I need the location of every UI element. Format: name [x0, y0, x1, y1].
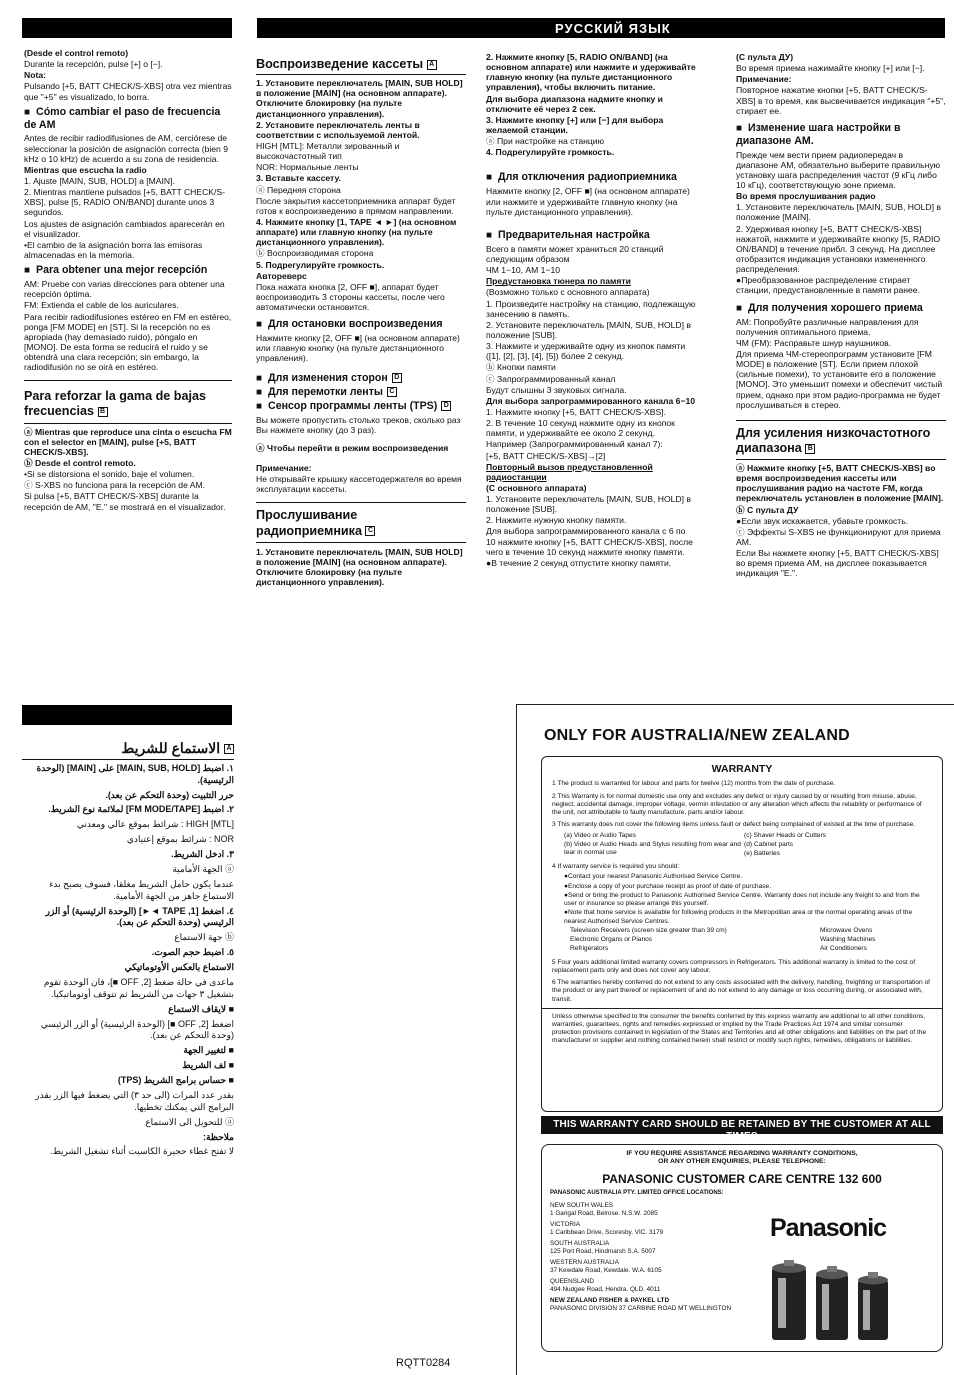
am-step-title: ■ Изменение шага настройки в диапазоне АМ.	[736, 122, 946, 148]
warranty-clause-5: 5 Four years additional limited warranty covers compressors in Refrigerators. This additional warranty is limited to the cost of replacement parts only and does not cover any labour.	[552, 958, 916, 974]
document-code: RQTT0284	[396, 1357, 451, 1369]
text-line: (Возможно только с основного аппарата)	[486, 287, 650, 298]
spanish-bass-title: Para reforzar la gama de bajas frecuencias B	[24, 389, 207, 419]
spanish-header-bar	[22, 18, 232, 38]
text-line: Для выбора диапазона надмите кнопку и отключите её через 2 сек.	[486, 93, 663, 114]
remote-tuning-text	[736, 52, 946, 116]
text-line: ٢. اضبط [FM MODE/TAPE] لملائمة نوع الشريط.	[48, 804, 234, 815]
excluded-item: (c) Shaver Heads or Cutters	[744, 831, 827, 839]
text-line: 1. Нажмите кнопку [+5, BATT CHECK/S-XBS].	[486, 406, 667, 417]
text-line: ماعدى في حالة ضغط [2, OFF ■]، فان الوحدة تقوم بتشغيل ٣ جهات من الشريط ثم تتوقف أوتوماتيكيا.	[43, 976, 234, 999]
home-service-products	[570, 927, 932, 955]
home-service-item: Microwave Ovens	[820, 926, 873, 934]
warranty-clause-2: 2 This Warranty is for normal domestic use only and excludes any defect or injury caused by or resulting from misuse, abuse, neglect, accidental damage, improper voltage, vermin infestation or any alteration which affects the reliability or performance of the unit, not attributable to faulty manufacture, parts and/or labour.	[552, 792, 922, 817]
note-title: Примечание:	[256, 463, 312, 474]
office-state: WESTERN AUSTRALIA	[550, 1259, 619, 1267]
text-line: Para recibir radiodifusiones estéreo en FM en estéreo, ponga [FM MODE] en [ST]. Si la recepción no es apropiada (hay demasiado ruido), póngalo en [MONO]. De esta forma se reducirá el ruido y se obtendrá una clara recepción; sin embargo, la radiodifusión no se oirá en estéreo.	[24, 311, 232, 373]
nz-title: NEW ZEALAND FISHER & PAYKEL LTD	[550, 1297, 670, 1305]
tape-function-titles	[256, 372, 466, 413]
text-line: ■ Para obtener una mejor recepción	[24, 264, 232, 277]
arabic-header-bar	[22, 705, 232, 725]
warranty-clause-6: 6 The warranties hereby conferred do not extend to any costs associated with the delivery, handling, freighting or transportation of the product or any part thereof or replacement of and do not extend to any damage or loss occurring during, or associated with, transit.	[552, 979, 931, 1003]
text-line: 3. Нажмите кнопку [+] или [−] для выбора желаемой станции.	[486, 114, 664, 135]
text-line: Durante la recepción, pulse [+] o [−].	[24, 59, 163, 70]
text-line: ■ حساس برامج الشريط (TPS)	[117, 1075, 234, 1086]
radio-step-1: 1. Установите переключатель [MAIN, SUB HOLD] в положение [MAIN] (на основном аппарате). Отключите блокировку (на пульте дистанционного управления).	[256, 546, 463, 588]
section-icon: D	[441, 401, 451, 411]
text-line: Повторный вызов предустановленной радиостанции	[486, 461, 653, 482]
text-line: Во время прослушивания радио	[736, 191, 876, 202]
arabic-column	[22, 735, 234, 1255]
text-line: Для выбора запрограммированного канала с 6 по 10 нажмите кнопку [+5, BATT CHECK/S-XBS], после чего в течение 10 секунд нажмите кнопку памяти.	[486, 526, 693, 557]
section-b-icon: B	[98, 407, 108, 417]
home-service-item: Television Receivers (screen size greater than 39 cm)	[570, 926, 727, 934]
home-service-item: Washing Machines	[820, 936, 876, 944]
office-address: 1 Caribbean Drive, Scoresby. VIC. 3179	[550, 1229, 664, 1237]
tape-function-title	[256, 372, 466, 385]
radio-off-title: ■ Для отключения радиоприемника	[486, 171, 696, 184]
arabic-instructions	[22, 763, 234, 1159]
excluded-item: (d) Cabinet parts	[744, 840, 794, 848]
text-line: ⓐ للتحويل الى الاستماع	[145, 1116, 234, 1127]
nz-address: PANASONIC DIVISION 37 CARBINE ROAD MT WELLINGTON	[550, 1304, 732, 1312]
service-bullet: ●Enclose a copy of your purchase receipt as proof of date of purchase.	[564, 882, 772, 890]
battery-icon	[858, 1272, 888, 1340]
text-line: ٤. اضغط [1, TAPE ◄►] (الوحدة الرئيسية) أو الزر الرئيسي (وحدة التحكم عن بعد).	[45, 905, 234, 928]
text-line: عندما يكون حامل الشريط مغلقا، فسوف يصبح بدء الاستماع جاهز من الجهة الأمامية.	[49, 878, 234, 901]
good-reception-instructions	[736, 317, 946, 410]
retain-card-text: THIS WARRANTY CARD SHOULD BE RETAINED BY THE CUSTOMER AT ALL TIMES	[553, 1119, 931, 1142]
text-line: Например (Запрограммированный канал 7):	[486, 439, 663, 450]
assist-line-1: IF YOU REQUIRE ASSISTANCE REGARDING WARRANTY CONDITIONS,	[626, 1150, 858, 1157]
am-step-instructions	[736, 150, 946, 296]
text-line: (С основного аппарата)	[486, 482, 587, 493]
text-line: Nota:	[24, 70, 46, 81]
service-bullet: ●Note that home service is available for following products in the Metropolitan area or the normal operating areas of the nearest Authorised Service Centres.	[564, 909, 913, 925]
assist-line-2: OR ANY OTHER ENQUIRIES, PLEASE TELEPHONE:	[658, 1158, 826, 1166]
office-address: 494 Nudgee Road, Hendra. QLD. 4011	[550, 1286, 661, 1294]
tape-function-title	[256, 386, 466, 399]
text-line: 1. Установите переключатель [MAIN, SUB, HOLD] в положение [SUB].	[486, 494, 691, 515]
text-line: (Desde el control remoto)	[24, 48, 129, 58]
excluded-item: (b) Video or Audio Heads and Stylus resulting from wear and tear in normal use	[564, 840, 741, 857]
stop-playback-title: ■ Для остановки воспроизведения	[256, 318, 466, 331]
text-line: 5. Подрегулируйте громкость.	[256, 259, 385, 270]
text-line: ■ لايقاف الاستماع	[168, 1003, 234, 1014]
tps-text: Вы можете пропустить столько треков, сколько раз Вы нажмете кнопку (до 3 раз).	[256, 414, 461, 435]
excluded-item: (a) Video or Audio Tapes	[564, 831, 636, 839]
note-text: Не открывайте крышку кассетодержателя во время эксплуатации кассеты.	[256, 474, 462, 495]
text-line: NOR : شرائط بموقع إعتيادي	[126, 834, 234, 845]
tape-function-label: Для изменения сторон	[268, 371, 388, 384]
service-bullet: ●Contact your nearest Panasonic Authorised Service Centre.	[564, 873, 743, 881]
text-line: Los ajustes de asignación cambiados aparecerán en el visualizador.	[24, 218, 225, 239]
office-address: 1 Garigal Road, Belrose. N.S.W. 2085	[550, 1210, 658, 1218]
text-line: Прежде чем вести прием радиопередач в диапазоне АМ, обязательно выберите правильную установку шага распределения частот (9 кГц либо 10 кГц), соответствующую зоне приема.	[736, 149, 941, 190]
text-line: ٣. ادخل الشريط.	[170, 849, 234, 860]
text-line: После закрытия кассетоприемника аппарат будет готов к воспроизведению в прямом направлении.	[256, 195, 456, 216]
text-line: (С пульта ДУ)	[736, 52, 794, 62]
text-line: AM: Pruebe con varias direcciones para obtener una recepción óptima.	[24, 279, 225, 300]
text-line: NOR: Нормальные ленты	[256, 162, 359, 173]
text-line: 2. Удерживая кнопку [+5, BATT CHECK/S-XBS] нажатой, нажмите и удерживайте кнопку [5, RADIO ON/BAND] в течение прибл. 3 секунд. На дисплее отобразится индикация установки измененного распределения.	[736, 223, 941, 275]
text-line: ⓒ Эффекты S-XBS не функционируют для приема АМ.	[736, 526, 941, 547]
text-line: Примечание:	[736, 74, 792, 85]
spanish-bass-instructions	[24, 423, 232, 512]
text-line: ⓑ Кнопки памяти	[486, 362, 556, 373]
cassette-playback-steps	[256, 78, 466, 312]
text-line: Для выбора запрограммированного канала 6−10	[486, 395, 696, 406]
text-line: 3. Нажмите и удерживайте одну из кнопок памяти ([1], [2], [3], [4], [5]) более 2 секунд.	[486, 341, 686, 362]
text-line: 1. Произведите настройку на станцию, подлежащую занесению в память.	[486, 298, 696, 319]
preset-instructions	[486, 244, 696, 568]
warranty-final-text: Unless otherwise specified to the consumer the benefits conferred by this express warranty are additional to all other conditions, warranties, guarantees, rights and remedies expressed or implied by the Trade Practices Act 1974 and similar consumer protection provisions contained in legislation of the States and Territories and all other obligations and liabilities on the part of the manufacturer or supplier and nothing contained herein shall restrict or modify such rights, remedies, obligations or liabilities.	[552, 1012, 927, 1045]
text-line: اضغط [2, OFF ■] (الوحدة الرئيسية) أو الزر الرئيسي (وحدة التحكم عن بعد).	[40, 1018, 234, 1041]
text-line: Во время приема нажимайте кнопку [+] или [−].	[736, 63, 925, 74]
office-state: SOUTH AUSTRALIA	[550, 1240, 610, 1248]
text-line: Antes de recibir radiodifusiones de AM, cerciórese de seleccionar la posición de asignación correcta (bien 9 kHz o 10 kHz) de acuerdo a su zona de residencia.	[24, 133, 228, 164]
text-line: 4. Нажмите кнопку [1, TAPE ◄ ►] (на основном аппарате) или главную кнопку (на пульте дистанционного управления).	[256, 216, 457, 248]
home-service-item: Air Conditioners	[820, 945, 867, 953]
service-bullet: ●Send or bring the product to Panasonic Authorised Service Centre. Warranty does not include any freight to and from the user or insurance so please arrange this yourself.	[564, 891, 920, 908]
section-icon: C	[387, 387, 397, 397]
russian-column-2	[486, 52, 696, 652]
text-line: ١. اضبط [MAIN, SUB, HOLD] على [MAIN] (الوحدة الرئيسية).	[36, 762, 234, 785]
tape-function-label: Сенсор программы ленты (TPS)	[268, 399, 438, 412]
excluded-item: (e) Batteries	[744, 850, 780, 858]
customer-care-centre: PANASONIC CUSTOMER CARE CENTRE 132 600	[602, 1172, 882, 1187]
text-line: ⓑ Desde el control remoto.	[24, 458, 136, 468]
tape-function-title	[256, 400, 466, 413]
office-state: NEW SOUTH WALES	[550, 1202, 613, 1210]
locations-title: PANASONIC AUSTRALIA PTY. LIMITED OFFICE LOCATIONS:	[550, 1190, 724, 1197]
text-line: ⓐ При настройке на станцию	[486, 136, 605, 147]
russian-column-1	[256, 52, 466, 662]
text-line: 2. Нажмите кнопку [5, RADIO ON/BAND] (на основном аппарате) или нажмите и удерживайте главную кнопку (на пульте дистанционного управления), чтобы включить питание.	[486, 52, 696, 93]
text-line: 4. Подрегулируйте громкость.	[486, 147, 615, 158]
text-line: ■ لتغيير الجهة	[183, 1045, 234, 1056]
text-line: HIGH [MTL] : شرائط بموقع عالي ومعدني	[76, 819, 234, 830]
warranty-box	[541, 756, 943, 1112]
section-icon: D	[392, 373, 402, 383]
text-line: Будут слышны 3 звуковых сигнала.	[486, 384, 627, 395]
text-line: حرر التثبيت (وحدة التحكم عن بعد).	[105, 789, 234, 800]
text-line: Предустановка тюнера по памяти	[486, 276, 631, 287]
office-address: 125 Port Road, Hindmarsh S.A. 5007	[550, 1248, 656, 1256]
text-line: ⓑ جهة الاستماع	[174, 932, 234, 943]
text-line: ⓑ С пульта ДУ	[736, 504, 799, 515]
text-line: [+5, BATT CHECK/S-XBS]→[2]	[486, 450, 606, 461]
home-service-item: Electronic Organs or Pianos	[570, 936, 653, 944]
text-line: Mientras que escucha la radio	[24, 164, 147, 175]
text-line: Всего в памяти может храниться 20 станций следующим образом	[486, 243, 664, 264]
text-line: •Si se distorsiona el sonido, baje el volumen.	[24, 469, 195, 480]
text-line: ⓐ Нажмите кнопку [+5, BATT CHECK/S-XBS] во время воспроизведения кассеты или прослушивания радио на частоте FM, когда переключатель установлен в положение [MAIN].	[736, 463, 944, 504]
text-line: HIGH [MTL]: Металли зированный и высокочастотный тип	[256, 140, 400, 162]
text-line: 2. Установите переключатель [MAIN, SUB, HOLD] в положение [SUB].	[486, 319, 691, 340]
section-a-icon: A	[427, 60, 437, 70]
text-line: ⓐ Mientras que reproduce una cinta o escucha FM con el selector en [MAIN], pulse [+5, BATT CHECK/S-XBS].	[24, 426, 232, 457]
text-line: 1. Установите переключатель [MAIN, SUB HOLD] в положение [MAIN] (на основном аппарате). Отключите блокировку (на пульте дистанционного управления).	[256, 78, 463, 119]
text-line: Si pulsa [+5, BATT CHECK/S-XBS] durante la recepción de AM, "E." se mostrará en el visualizador.	[24, 491, 226, 512]
home-service-item: Refrigerators	[570, 945, 609, 953]
radio-listening-title: Прослушивание радиоприемника C	[256, 508, 466, 538]
text-line: 1. Установите переключатель [MAIN, SUB, HOLD] в положение [MAIN].	[736, 202, 941, 223]
radio-steps	[486, 52, 696, 157]
bass-boost-title: Для усиления низкочастотного диапазона B	[736, 425, 931, 455]
warranty-clause-3: 3 This warranty does not cover the following items unless fault or defect being complained of existed at the time of purchase.	[552, 821, 916, 829]
text-line: ●Преобразованное распределение стирает станции, предустановленные в памяти ранее.	[736, 275, 920, 296]
text-line: ⓒ S-XBS no funciona para la recepción de AM.	[24, 480, 206, 491]
text-line: ЧМ (FM): Расправьте шнур наушников.	[736, 337, 892, 348]
section-c-icon: C	[365, 526, 375, 536]
text-line: Пока нажата кнопка [2, OFF ■], аппарат будет воспроизводить 3 стороны кассеты, после чего автоматически остановится.	[256, 281, 445, 313]
spanish-column	[24, 48, 232, 548]
battery-icon	[816, 1266, 848, 1340]
section-b-icon: B	[805, 444, 815, 454]
text-line: لا تفتح غطاء حجيرة الكاسيت أثناء تشغيل الشريط.	[50, 1146, 234, 1157]
text-line: ٥. اضبط حجم الصوت.	[151, 947, 234, 958]
text-line: 2. Установите переключатель ленты в соответствии с используемой лентой.	[256, 119, 420, 140]
text-line: الاستماع بالعكس الأوتوماتيكي	[124, 962, 234, 973]
text-line: ⓐ الجهة الأمامية	[172, 863, 234, 874]
text-line: ЧМ 1−10, АМ 1−10	[486, 265, 561, 276]
text-line: ⓑ Воспроизводимая сторона	[256, 248, 374, 259]
cassette-playback-title: Воспроизведение кассеты A	[256, 57, 466, 75]
text-line: ■ لف الشريط	[182, 1060, 234, 1071]
tps-note-a: ⓐ Чтобы перейти в режим воспроизведения	[256, 442, 449, 453]
warranty-title: WARRANTY	[711, 763, 773, 775]
text-line: ■ Cómo cambiar el paso de frecuencia de AM	[24, 106, 232, 132]
text-line: ●Если звук искажается, убавьте громкость.	[736, 515, 909, 526]
office-state: QUEENSLAND	[550, 1278, 595, 1286]
text-line: 2. В течение 10 секунд нажмите одну из кнопок памяти, и удерживайте ее около 2 секунд.	[486, 418, 675, 439]
text-line: 2. Mientras mantiene pulsados [+5, BATT CHECK/S-XBS], pulse [5, RADIO ON/BAND] durante unos 3 segundos.	[24, 187, 226, 218]
text-line: ملاحظة:	[203, 1131, 234, 1142]
panasonic-logo: Panasonic	[770, 1214, 887, 1242]
good-reception-title: ■ Для получения хорошего приема	[736, 302, 946, 315]
text-line: ●В течение 2 секунд отпустите кнопку памяти.	[486, 557, 672, 568]
text-line: Для приема ЧМ-стереопрограмм установите [FM MODE] в положение [ST]. Если прием плохой (сильные помехи), то установите его в положение [MONO]. Это уменьшит помехи и обеспечит чистый прием, однако при этом радио-программа не будет прослушиваться в стерео.	[736, 348, 943, 410]
text-line: ⓒ Запрограммированный канал	[486, 373, 616, 384]
office-address: 37 Kewdale Road, Kewdale. W.A. 6105	[550, 1267, 662, 1275]
text-line: 3. Вставьте кассету.	[256, 173, 341, 184]
bass-boost-instructions	[736, 459, 946, 579]
russian-header-label: РУССКИЙ ЯЗЫК	[555, 21, 671, 36]
tape-function-label: Для перемотки ленты	[268, 385, 383, 398]
warranty-clause-1: 1 The product is warranted for labour and parts for twelve (12) months from the date of purchase.	[552, 780, 836, 788]
preset-title: ■ Предварительная настройка	[486, 229, 696, 242]
section-a-icon: A	[224, 744, 234, 754]
text-line: Если Вы нажмете кнопку [+5, BATT CHECK/S-XBS] во время приема АМ, на дисплее показывается индикация "E.".	[736, 548, 939, 579]
text-line: АМ: Попробуйте различные направления для получения оптимального приема.	[736, 316, 919, 337]
arabic-title: A الاستماع للشريط	[22, 740, 234, 760]
office-state: VICTORIA	[550, 1221, 581, 1229]
text-line: ⓐ Передняя сторона	[256, 184, 341, 195]
text-line: Pulsando [+5, BATT CHECK/S-XBS] otra vez mientras que "+5" es visualizado, lo borra.	[24, 81, 232, 102]
text-line: 2. Нажмите нужную кнопку памяти.	[486, 515, 627, 526]
russian-column-3	[736, 52, 946, 662]
warranty-clause-4: 4 If warranty service is required you should:	[552, 863, 680, 871]
text-line: •El cambio de la asignación borra las emisoras almacenadas en la memoria.	[24, 239, 203, 260]
battery-illustration	[768, 1256, 900, 1346]
service-bullets	[564, 873, 932, 925]
text-line: FM: Extienda el cable de los auriculares.	[24, 300, 179, 311]
text-line: Повторное нажатие кнопки [+5, BATT CHECK/S-XBS] в то время, как высвечивается индикация "+5", стирает ее.	[736, 85, 946, 116]
text-line: Автореверс	[256, 270, 307, 281]
text-line: 1. Ajuste [MAIN, SUB, HOLD] a [MAIN].	[24, 175, 175, 186]
australia-title: ONLY FOR AUSTRALIA/NEW ZEALAND	[544, 727, 850, 744]
excluded-items	[564, 832, 932, 860]
spanish-instructions	[24, 48, 232, 372]
radio-off-text: Нажмите кнопку [2, OFF ■] (на основном аппарате) или нажмите и удерживайте главную кнопку (на пульте дистанционного управления).	[486, 186, 690, 217]
stop-playback-text: Нажмите кнопку [2, OFF ■] (на основном аппарате) или главную кнопку (на пульте дистанционного управления).	[256, 333, 460, 364]
battery-icon	[772, 1260, 806, 1340]
text-line: بقدر عدد المرات (الى حد ٣) التي يضغط فيها الزر بقدر البرامج التي يمكنك تخطيها.	[35, 1089, 234, 1112]
